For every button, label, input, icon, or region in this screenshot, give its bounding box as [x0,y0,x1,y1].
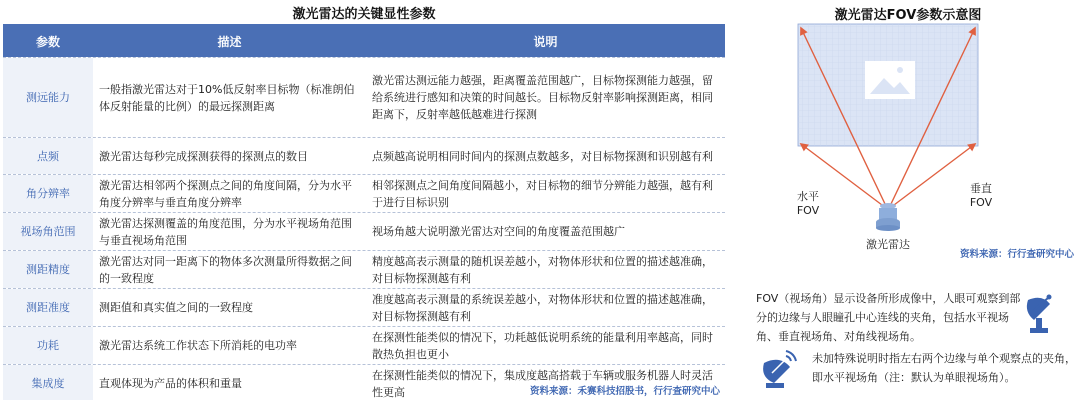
parameter-table [3,24,725,400]
table-row [3,212,725,250]
row-desc: 测距值和真实值之间的一致程度 [99,301,253,314]
row-note: 准度越高表示测量的系统误差越小，对物体形状和位置的描述越准确，对目标物探测越有利 [372,292,713,323]
row-note: 相邻探测点之间角度间隔越小，对目标物的细节分辨能力越强，越有利于进行目标识别 [372,178,713,209]
row-param: 测距精度 [3,251,93,288]
row-note: 激光雷达测远能力越强，距离覆盖范围越广，目标物探测能力越强，留给系统进行感知和决策的时间越长。目标物反射率影响探测距离，相同距离下，反射率越低越难进行探测 [372,74,713,121]
radar-dish-icon [756,345,802,391]
image-placeholder-icon [866,62,914,98]
row-note: 点频越高说明相同时间内的探测点数越多，对目标物探测和识别越有利 [372,149,713,163]
row-note: 在探测性能类似的情况下，集成度越高搭载于车辆或服务机器人时灵活性更高 [372,368,713,399]
row-note: 视场角越大说明激光雷达对空间的角度覆盖范围越广 [372,225,625,238]
figure-source: 资料来源：行行查研究中心 [959,249,1074,260]
row-desc: 激光雷达相邻两个探测点之间的角度间隔，分为水平角度分辨率与垂直角度分辨率 [99,178,352,209]
row-desc: 激光雷达探测覆盖的角度范围，分为水平视场角范围与垂直视场角范围 [99,216,352,247]
table-source: 资料来源：禾赛科技招股书，行行查研究中心 [529,386,720,397]
row-param: 角分辨率 [3,175,93,212]
table-header [3,26,725,57]
lidar-device-icon [876,203,900,231]
table-row [3,288,725,326]
table-row [3,174,725,212]
header-note: 说明 [533,35,558,49]
table-row [3,250,725,288]
vertical-fov-label: 垂直 FOV [969,182,993,209]
lidar-label: 激光雷达 [866,238,910,251]
row-desc: 直观体现为产品的体积和重量 [99,377,242,390]
header-desc: 描述 [217,35,242,49]
row-param: 集成度 [3,365,93,400]
row-note: 在探测性能类似的情况下，功耗越低说明系统的能量利用率越高，同时散热负担也更小 [372,330,713,361]
header-param: 参数 [35,35,60,49]
row-param: 视场角范围 [3,213,93,250]
row-param: 测距准度 [3,289,93,326]
fov-figure-section [736,0,1080,400]
row-desc: 激光雷达对同一距离下的物体多次测量所得数据之间的一致程度 [99,254,352,285]
table-row [3,326,725,364]
row-desc: 激光雷达系统工作状态下所消耗的电功率 [99,339,297,352]
row-param: 测远能力 [3,58,93,137]
row-desc: 一般指激光雷达对于10%低反射率目标物（标准朗伯体反射能量的比例）的最远探测距离 [99,82,355,113]
table-title: 激光雷达的关键显性参数 [292,7,436,22]
fov-definition-note: FOV（视场角）显示设备所形成像中，人眼可观察到部分的边缘与人眼瞳孔中心连线的夹角，包括水平视场角、垂直视场角、对角线视场角。 [756,292,1021,343]
horizontal-fov-label: 水平 FOV [796,190,820,217]
table-row [3,137,725,174]
horizontal-fov-note: 未加特殊说明时指左右两个边缘与单个观察点的夹角，即水平视场角（注：默认为单眼视场角）。 [812,352,1076,384]
figure-title: 激光雷达FOV参数示意图 [834,8,982,23]
row-desc: 激光雷达每秒完成探测获得的探测点的数目 [99,149,308,163]
table-row [3,57,725,137]
row-param: 点频 [3,138,93,174]
row-param: 功耗 [3,327,93,364]
row-note: 精度越高表示测量的随机误差越小，对物体形状和位置的描述越准确，对目标物探测越有利 [372,254,713,285]
